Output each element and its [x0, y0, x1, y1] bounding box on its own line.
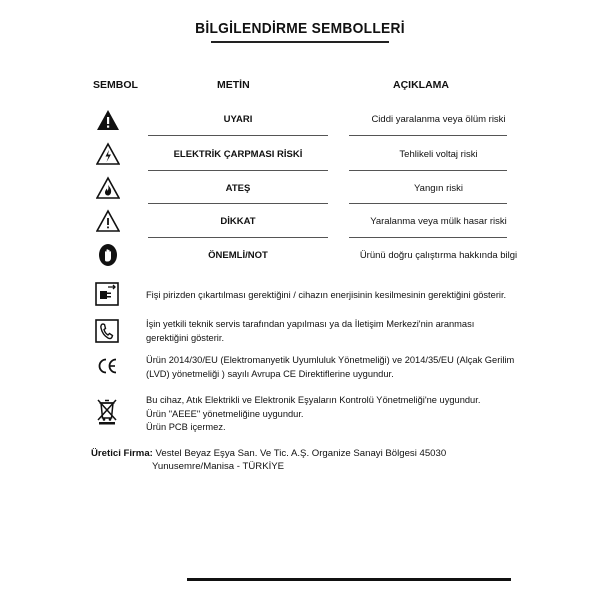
row-divider	[148, 170, 328, 171]
caution-icon	[96, 209, 120, 233]
paragraph-weee	[146, 394, 516, 435]
paragraph-line: Bu cihaz, Atık Elektrikli ve Elektronik Eşyaların Kontrolü Yönetmeliği'ne uygundur.	[146, 395, 481, 405]
manufacturer-label: Üretici Firma:	[91, 448, 153, 459]
hand-icon	[96, 243, 120, 267]
row-desc-electric: Tehlikeli voltaj riski	[399, 149, 478, 160]
header-text: METİN	[217, 79, 250, 91]
row-divider	[349, 237, 507, 238]
row-divider	[349, 203, 507, 204]
fire-icon	[96, 176, 120, 200]
header-description: AÇIKLAMA	[393, 79, 449, 91]
unplug-icon	[94, 281, 120, 307]
row-divider	[148, 237, 328, 238]
ce-mark-icon	[94, 353, 120, 379]
row-divider	[349, 135, 507, 136]
row-desc-warning: Ciddi yaralanma veya ölüm riski	[371, 114, 506, 125]
manufacturer-address-line1: Vestel Beyaz Eşya San. Ve Tic. A.Ş. Organize Sanayi Bölgesi 45030	[155, 448, 447, 459]
row-divider	[148, 135, 328, 136]
row-text-electric: ELEKTRİK ÇARPMASI RİSKİ	[173, 149, 303, 160]
manufacturer-address-line2: Yunusemre/Manisa - TÜRKİYE	[152, 461, 285, 472]
weee-bin-icon	[94, 396, 120, 426]
paragraph-service	[146, 318, 516, 345]
row-divider	[148, 203, 328, 204]
paragraph-unplug	[146, 289, 516, 303]
electric-shock-icon	[96, 142, 120, 166]
paragraph-line: Ürün 2014/30/EU (Elektromanyetik Uyumluluk Yönetmeliği) ve 2014/35/EU (Alçak Gerilim	[146, 355, 515, 365]
row-desc-caution: Yaralanma veya mülk hasar riski	[370, 216, 507, 227]
phone-service-icon	[94, 318, 120, 344]
bottom-rule	[187, 578, 511, 581]
warning-filled-icon	[96, 108, 120, 132]
row-divider	[349, 170, 507, 171]
paragraph-line: (LVD) yönetmeliği ) sayılı Avrupa CE Direktiflerine uygundur.	[146, 368, 394, 379]
header-symbol: SEMBOL	[93, 79, 138, 91]
row-text-warning: UYARI	[223, 114, 253, 125]
manufacturer-info	[91, 447, 511, 461]
row-text-fire: ATEŞ	[225, 183, 251, 194]
paragraph-line: gerektiğini gösterir.	[146, 332, 225, 343]
paragraph-line: Ürün "AEEE" yönetmeliğine uygundur.	[146, 408, 304, 419]
row-text-note: ÖNEMLİ/NOT	[208, 250, 268, 261]
page-title: BİLGİLENDİRME SEMBOLLERİ	[195, 20, 405, 37]
paragraph-ce	[146, 354, 516, 381]
row-desc-fire: Yangın riski	[414, 183, 463, 194]
row-text-caution: DİKKAT	[220, 216, 256, 227]
row-desc-note: Ürünü doğru çalıştırma hakkında bilgi	[359, 250, 518, 261]
paragraph-line: Ürün PCB içermez.	[146, 422, 226, 432]
title-underline	[211, 41, 389, 43]
paragraph-line: Fişi pirizden çıkartılması gerektiğini / cihazın enerjisinin kesilmesinin gerektiğini gösterir.	[146, 290, 507, 300]
paragraph-line: İşin yetkili teknik servis tarafından yapılması ya da İletişim Merkezi'nin aranması	[146, 319, 475, 329]
